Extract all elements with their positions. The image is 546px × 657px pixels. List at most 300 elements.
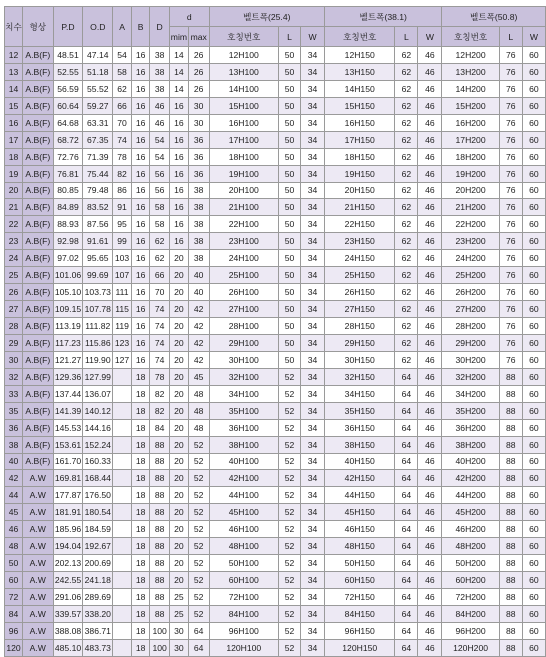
table-cell: 60 [5,572,23,589]
table-cell: 88 [150,521,170,538]
table-cell: 16 [131,301,149,318]
table-cell: A.B(F) [22,318,53,335]
table-cell: 34 [301,131,325,148]
table-cell: 20 [169,368,188,385]
table-cell: 51.18 [83,63,113,80]
table-row [5,622,546,639]
table-cell: 40H200 [442,453,499,470]
table-cell: 88.93 [53,216,83,233]
table-cell: 36H200 [442,419,499,436]
table-cell: 42H200 [442,470,499,487]
table-cell: 192.67 [83,538,113,555]
table-cell: 21 [5,199,23,216]
table-cell: 33 [5,385,23,402]
table-cell: 46 [418,80,442,97]
table-cell: 152.24 [83,436,113,453]
table-cell: 46 [418,436,442,453]
table-cell: 76 [499,165,522,182]
table-cell: 70 [150,284,170,301]
table-cell: 60 [522,97,545,114]
table-cell: 16 [169,199,188,216]
table-row [5,521,546,538]
table-cell: 136.07 [83,385,113,402]
table-cell: 60 [522,521,545,538]
table-cell: 46 [418,233,442,250]
table-cell: 46 [418,487,442,504]
table-cell: 74 [150,351,170,368]
table-cell: 50H150 [325,555,395,572]
table-cell: 26H200 [442,284,499,301]
table-cell: 17H150 [325,131,395,148]
table-cell: 40H150 [325,453,395,470]
table-cell: 34 [301,470,325,487]
table-cell: 34 [301,267,325,284]
table-cell: 34 [301,589,325,606]
header-d-min: mim [169,27,188,47]
table-cell: 27H200 [442,301,499,318]
table-cell: 19H150 [325,165,395,182]
table-cell: 26 [188,47,209,64]
table-row [5,318,546,335]
table-cell: 34 [301,165,325,182]
table-cell: 62 [395,334,418,351]
table-cell: 16 [131,63,149,80]
table-cell: 16 [169,114,188,131]
table-cell [113,605,132,622]
table-cell: 36 [188,131,209,148]
table-cell: 24H150 [325,250,395,267]
table-row [5,605,546,622]
table-cell: 241.18 [83,572,113,589]
table-cell: 54 [150,148,170,165]
table-cell: 46 [418,148,442,165]
table-cell: 64 [395,453,418,470]
table-cell: 46 [418,165,442,182]
table-cell: 20H200 [442,182,499,199]
table-cell: A.W [22,589,53,606]
table-row [5,470,546,487]
table-cell: A.B(F) [22,368,53,385]
table-cell: 60 [522,318,545,335]
table-cell: 34 [301,233,325,250]
table-cell: A.B(F) [22,436,53,453]
table-cell: 20 [169,419,188,436]
table-cell: A.B(F) [22,385,53,402]
header-a: A [113,7,132,47]
table-cell: 34 [301,334,325,351]
table-cell [113,521,132,538]
table-cell: 34 [301,250,325,267]
table-cell: 46 [418,114,442,131]
table-cell: 30H100 [209,351,278,368]
table-cell: 50 [278,80,300,97]
table-cell: 34H100 [209,385,278,402]
table-cell: 50 [278,131,300,148]
table-cell: 17H100 [209,131,278,148]
table-cell: 29 [5,334,23,351]
table-cell: 20 [169,351,188,368]
table-cell: 27 [5,301,23,318]
table-cell: 30H200 [442,351,499,368]
table-cell: 17 [5,131,23,148]
table-cell: 120H100 [209,639,278,656]
table-cell: A.B(F) [22,453,53,470]
table-cell: 21H150 [325,199,395,216]
table-cell: 52 [278,538,300,555]
table-row [5,216,546,233]
table-cell: 88 [150,436,170,453]
table-cell: 71.39 [83,148,113,165]
table-cell: 52 [188,538,209,555]
header-size: 치수 [5,7,23,47]
table-cell: 23H150 [325,233,395,250]
table-cell: A.B(F) [22,250,53,267]
table-cell: 64 [395,419,418,436]
table-cell: 60 [522,470,545,487]
table-cell [113,453,132,470]
table-cell: 34 [301,216,325,233]
table-cell: 88 [499,385,522,402]
table-cell: 60 [522,182,545,199]
table-cell: 18 [131,555,149,572]
table-cell: 20 [169,318,188,335]
table-row [5,114,546,131]
table-cell: A.W [22,521,53,538]
table-cell: 144.16 [83,419,113,436]
table-cell: 200.69 [83,555,113,572]
table-cell: 68.72 [53,131,83,148]
table-cell: 52 [188,521,209,538]
table-cell: 176.50 [83,487,113,504]
table-cell: 70 [113,114,132,131]
table-cell: 88 [150,538,170,555]
header-d-big: D [150,7,170,47]
table-row [5,589,546,606]
table-cell: 153.61 [53,436,83,453]
table-cell: 127 [113,351,132,368]
table-cell: 79.48 [83,182,113,199]
table-cell: 28H200 [442,318,499,335]
table-cell: 23H100 [209,233,278,250]
table-cell: 12H200 [442,47,499,64]
table-cell: 40 [5,453,23,470]
table-cell: 46 [418,605,442,622]
table-row [5,148,546,165]
header-call-no-3: 호칭번호 [442,27,499,47]
table-cell: 72 [5,589,23,606]
table-cell [113,639,132,656]
table-cell: A.B(F) [22,402,53,419]
table-cell: A.B(F) [22,47,53,64]
table-cell: 46 [418,622,442,639]
table-cell: 388.08 [53,622,83,639]
table-cell: 52 [188,453,209,470]
table-cell: 46 [418,63,442,80]
table-cell: 74 [150,334,170,351]
table-cell: 50 [278,114,300,131]
table-cell: 88 [150,572,170,589]
table-cell: 56 [150,165,170,182]
table-cell: 88 [150,453,170,470]
table-cell: 60 [522,63,545,80]
table-cell: 202.13 [53,555,83,572]
table-cell: 105.10 [53,284,83,301]
table-cell: 60H200 [442,572,499,589]
table-cell: 34 [301,368,325,385]
table-cell: 60 [522,487,545,504]
table-cell: 58 [150,216,170,233]
table-cell: 60 [522,402,545,419]
table-cell: 123 [113,334,132,351]
table-cell: 96H150 [325,622,395,639]
table-cell: 17H200 [442,131,499,148]
header-w-1: W [301,27,325,47]
table-cell: 86 [113,182,132,199]
table-cell: 67.35 [83,131,113,148]
table-cell: 62 [395,284,418,301]
table-cell: 42 [188,301,209,318]
table-cell: 91 [113,199,132,216]
table-cell: 23H200 [442,233,499,250]
table-cell: 60 [522,165,545,182]
table-cell: A.W [22,639,53,656]
header-belt-50-8: 벨트폭(50.8) [442,7,546,27]
table-cell: 46 [418,182,442,199]
table-cell: 30 [188,114,209,131]
table-cell: 38 [150,80,170,97]
table-cell: 60 [522,639,545,656]
table-cell: 194.04 [53,538,83,555]
table-cell: A.B(F) [22,182,53,199]
table-cell: 88 [499,487,522,504]
table-cell: 100 [150,622,170,639]
table-cell: 14 [5,80,23,97]
table-cell: A.B(F) [22,165,53,182]
table-cell: 185.96 [53,521,83,538]
table-cell: 46 [418,47,442,64]
table-cell: 20 [169,487,188,504]
table-cell: 46 [418,555,442,572]
table-cell: 16 [131,318,149,335]
table-cell: 30 [169,622,188,639]
table-cell: 15H150 [325,97,395,114]
table-cell: 60 [522,80,545,97]
table-cell: 52 [278,436,300,453]
table-cell: 16 [131,131,149,148]
table-cell: 34 [301,639,325,656]
table-cell: 40 [188,284,209,301]
table-cell: 62 [395,165,418,182]
table-cell: 20 [169,555,188,572]
table-cell: A.B(F) [22,97,53,114]
table-cell: 60.64 [53,97,83,114]
table-cell: 36H100 [209,419,278,436]
table-row [5,351,546,368]
table-row [5,368,546,385]
table-cell: 60 [522,538,545,555]
table-cell: 25 [5,267,23,284]
table-cell: 63.31 [83,114,113,131]
table-cell: 16 [169,182,188,199]
table-cell: 16 [131,165,149,182]
table-cell: 88 [499,639,522,656]
table-cell: 52 [278,419,300,436]
table-cell: 50 [278,250,300,267]
table-cell: 50 [5,555,23,572]
table-cell: 92.98 [53,233,83,250]
table-cell: 64 [395,368,418,385]
table-cell: 16H150 [325,114,395,131]
table-cell: 18 [131,470,149,487]
table-row [5,436,546,453]
table-cell: 184.59 [83,521,113,538]
table-cell: 35H200 [442,402,499,419]
table-cell: 18H100 [209,148,278,165]
table-cell: 88 [499,453,522,470]
table-cell: 34 [301,47,325,64]
table-cell: 16 [169,216,188,233]
table-cell: 62 [395,199,418,216]
table-cell: 13H100 [209,63,278,80]
table-cell: 25H200 [442,267,499,284]
table-cell: 60 [522,267,545,284]
table-cell: 20 [169,385,188,402]
table-row [5,47,546,64]
table-cell: 82 [150,402,170,419]
table-cell: 46 [5,521,23,538]
table-cell: 20 [169,284,188,301]
table-cell: A.W [22,487,53,504]
table-cell: 46 [418,267,442,284]
table-cell: 14 [169,63,188,80]
table-cell: 62 [395,233,418,250]
table-cell: 62 [395,182,418,199]
table-cell: 88 [150,487,170,504]
table-cell: 95.65 [83,250,113,267]
table-body [5,47,546,657]
table-cell: 60 [522,284,545,301]
table-cell: 107 [113,267,132,284]
table-cell: 50 [278,301,300,318]
table-cell: 140.12 [83,402,113,419]
table-cell: 48 [188,419,209,436]
table-cell: 21H100 [209,199,278,216]
table-cell: 88 [150,504,170,521]
header-d-max: max [188,27,209,47]
table-cell: 18 [131,436,149,453]
table-cell: 84H200 [442,605,499,622]
table-cell: 72H150 [325,589,395,606]
table-cell: 52 [278,402,300,419]
table-cell: 48 [188,402,209,419]
table-cell: 60 [522,555,545,572]
table-cell: 16H200 [442,114,499,131]
table-row [5,572,546,589]
table-cell: 18 [131,487,149,504]
table-cell: 46 [418,572,442,589]
table-cell: 46 [418,131,442,148]
table-cell [113,555,132,572]
table-cell: 16 [169,131,188,148]
table-cell: 46 [418,368,442,385]
table-cell [113,538,132,555]
table-cell: 36 [188,165,209,182]
table-cell: 120H200 [442,639,499,656]
table-cell: 34 [301,572,325,589]
table-cell: 103.73 [83,284,113,301]
table-cell: 42 [188,318,209,335]
table-cell: 145.53 [53,419,83,436]
table-cell: 20 [169,402,188,419]
table-cell: 16 [131,351,149,368]
table-cell: 88 [499,402,522,419]
table-cell: 46 [418,250,442,267]
table-row [5,301,546,318]
table-cell: 13H200 [442,63,499,80]
table-cell: 60 [522,47,545,64]
table-cell: 141.39 [53,402,83,419]
table-cell: 83.52 [83,199,113,216]
table-cell: 46 [418,334,442,351]
table-cell: 16 [131,80,149,97]
table-cell: 52 [188,555,209,572]
table-row [5,334,546,351]
table-cell: 242.55 [53,572,83,589]
table-cell: 115.86 [83,334,113,351]
table-cell: 99.69 [83,267,113,284]
table-cell: 62 [395,47,418,64]
table-cell [113,487,132,504]
table-cell: 36H150 [325,419,395,436]
table-cell: 161.70 [53,453,83,470]
table-cell: 74 [150,318,170,335]
table-row [5,233,546,250]
table-cell: 88 [499,605,522,622]
header-pd: P.D [53,7,83,47]
table-cell: 64 [395,402,418,419]
table-cell: 64.68 [53,114,83,131]
table-cell: 64 [395,487,418,504]
table-cell: 34 [301,80,325,97]
table-cell: 339.57 [53,605,83,622]
table-cell: 76.81 [53,165,83,182]
table-cell: 60 [522,589,545,606]
table-cell: 56 [150,182,170,199]
table-cell: 52 [188,605,209,622]
table-cell: A.B(F) [22,216,53,233]
table-cell: 52 [188,487,209,504]
table-cell: 76 [499,233,522,250]
table-cell: 34H200 [442,385,499,402]
table-cell: 82 [113,165,132,182]
header-w-2: W [418,27,442,47]
table-cell: 50 [278,199,300,216]
table-cell: 46 [418,402,442,419]
table-cell: 13 [5,63,23,80]
table-cell: 109.15 [53,301,83,318]
table-cell: 52 [278,385,300,402]
table-cell: 18 [131,538,149,555]
table-cell: 50 [278,148,300,165]
table-cell: 76 [499,97,522,114]
table-cell: 50H200 [442,555,499,572]
table-cell: 48H100 [209,538,278,555]
table-cell: 64 [395,470,418,487]
table-cell: 32H200 [442,368,499,385]
table-cell: 62 [150,250,170,267]
table-cell: 66 [113,97,132,114]
table-cell: 54 [150,131,170,148]
